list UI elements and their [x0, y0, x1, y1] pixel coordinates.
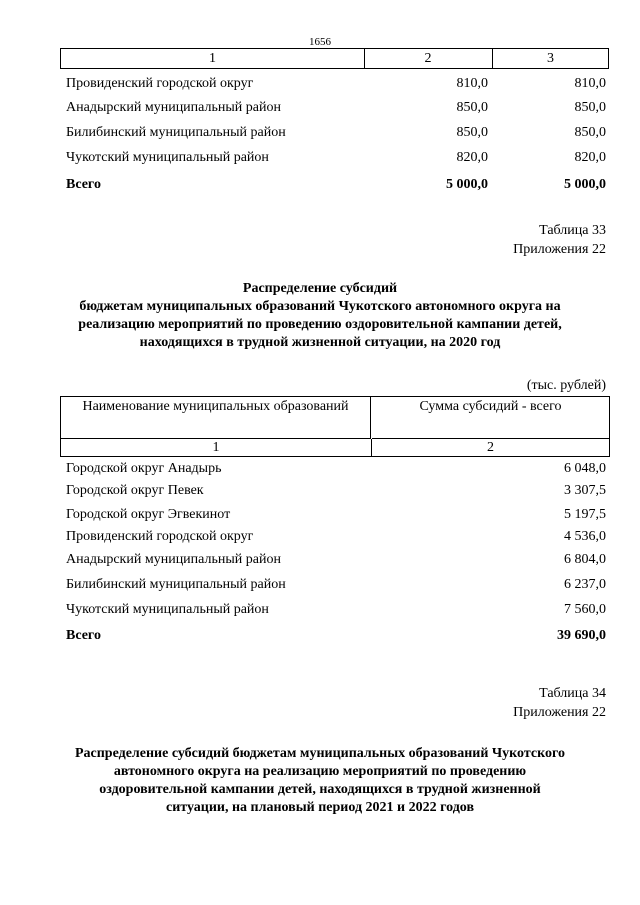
column-header-sum: Сумма субсидий - всего — [372, 397, 609, 439]
column-number-1: 1 — [61, 439, 372, 456]
row-name: Чукотский муниципальный район — [66, 150, 269, 165]
title-line: Распределение субсидий — [242, 281, 398, 296]
row-name: Провиденский городской округ — [66, 76, 254, 91]
table-row — [66, 459, 606, 479]
table-row — [66, 600, 606, 620]
row-name: Билибинский муниципальный район — [66, 125, 286, 140]
table-row — [66, 123, 606, 143]
units-label: (тыс. рублей) — [526, 378, 606, 393]
table-33-header — [60, 396, 610, 457]
row-value: 3 307,5 — [564, 483, 606, 498]
title-line: оздоровительной кампании детей, находящихся в трудной жизненной — [99, 782, 541, 797]
row-value-2021: 850,0 — [456, 125, 488, 140]
row-name: Билибинский муниципальный район — [66, 577, 286, 592]
row-name: Городской округ Анадырь — [66, 461, 222, 476]
row-name: Городской округ Эгвекинот — [66, 507, 231, 522]
title-line: автономного округа на реализацию мероприятий по проведению — [113, 764, 527, 779]
appendix-label: Приложения 22 — [513, 242, 606, 257]
column-number-2: 2 — [487, 440, 494, 455]
row-name: Провиденский городской округ — [66, 529, 254, 544]
row-value-2021: 820,0 — [456, 150, 488, 165]
row-name: Чукотский муниципальный район — [66, 602, 269, 617]
column-number-2: 2 — [364, 49, 493, 68]
table-number: Таблица 34 — [539, 686, 606, 701]
row-value: 6 237,0 — [564, 577, 606, 592]
total-value-2021: 5 000,0 — [446, 177, 488, 192]
row-value: 5 197,5 — [564, 507, 606, 522]
table-row — [66, 98, 606, 118]
row-value-2022: 850,0 — [574, 100, 606, 115]
table-row — [66, 505, 606, 525]
row-value: 7 560,0 — [564, 602, 606, 617]
column-number-3: 3 — [547, 51, 554, 66]
table-number: Таблица 33 — [539, 223, 606, 238]
table-row — [66, 527, 606, 547]
row-value-2022: 820,0 — [574, 150, 606, 165]
appendix-label: Приложения 22 — [513, 705, 606, 720]
table-total-row — [66, 175, 606, 195]
title-line: находящихся в трудной жизненной ситуации, на 2020 год — [139, 335, 501, 350]
table-34-caption — [513, 684, 606, 722]
row-value-2022: 810,0 — [574, 76, 606, 91]
table-total-row — [66, 626, 606, 646]
title-line: бюджетам муниципальных образований Чукотского автономного округа на — [79, 299, 561, 314]
row-value-2021: 850,0 — [456, 100, 488, 115]
table-row — [66, 148, 606, 168]
title-line: Распределение субсидий бюджетам муниципальных образований Чукотского — [74, 746, 566, 761]
total-label: Всего — [66, 628, 101, 643]
table-33-title — [40, 280, 600, 352]
total-value: 39 690,0 — [557, 628, 606, 643]
total-value-2022: 5 000,0 — [564, 177, 606, 192]
table-row — [66, 481, 606, 501]
title-line: реализацию мероприятий по проведению оздоровительной кампании детей, — [78, 317, 562, 332]
table-header-numbers — [60, 48, 609, 69]
table-33-caption — [513, 221, 606, 259]
table-row — [66, 74, 606, 94]
column-header-municipality: Наименование муниципальных образований — [61, 397, 371, 439]
row-value: 4 536,0 — [564, 529, 606, 544]
row-name: Городской округ Певек — [66, 483, 204, 498]
table-34-title — [40, 745, 600, 817]
table-row — [66, 575, 606, 595]
row-value: 6 804,0 — [564, 552, 606, 567]
row-value: 6 048,0 — [564, 461, 606, 476]
row-name: Анадырский муниципальный район — [66, 100, 281, 115]
title-line: ситуации, на плановый период 2021 и 2022 годов — [165, 800, 475, 815]
row-name: Анадырский муниципальный район — [66, 552, 281, 567]
page-number: 1656 — [309, 36, 331, 48]
column-number-1: 1 — [61, 49, 365, 68]
row-value-2021: 810,0 — [456, 76, 488, 91]
table-row — [66, 550, 606, 570]
row-value-2022: 850,0 — [574, 125, 606, 140]
total-label: Всего — [66, 177, 101, 192]
